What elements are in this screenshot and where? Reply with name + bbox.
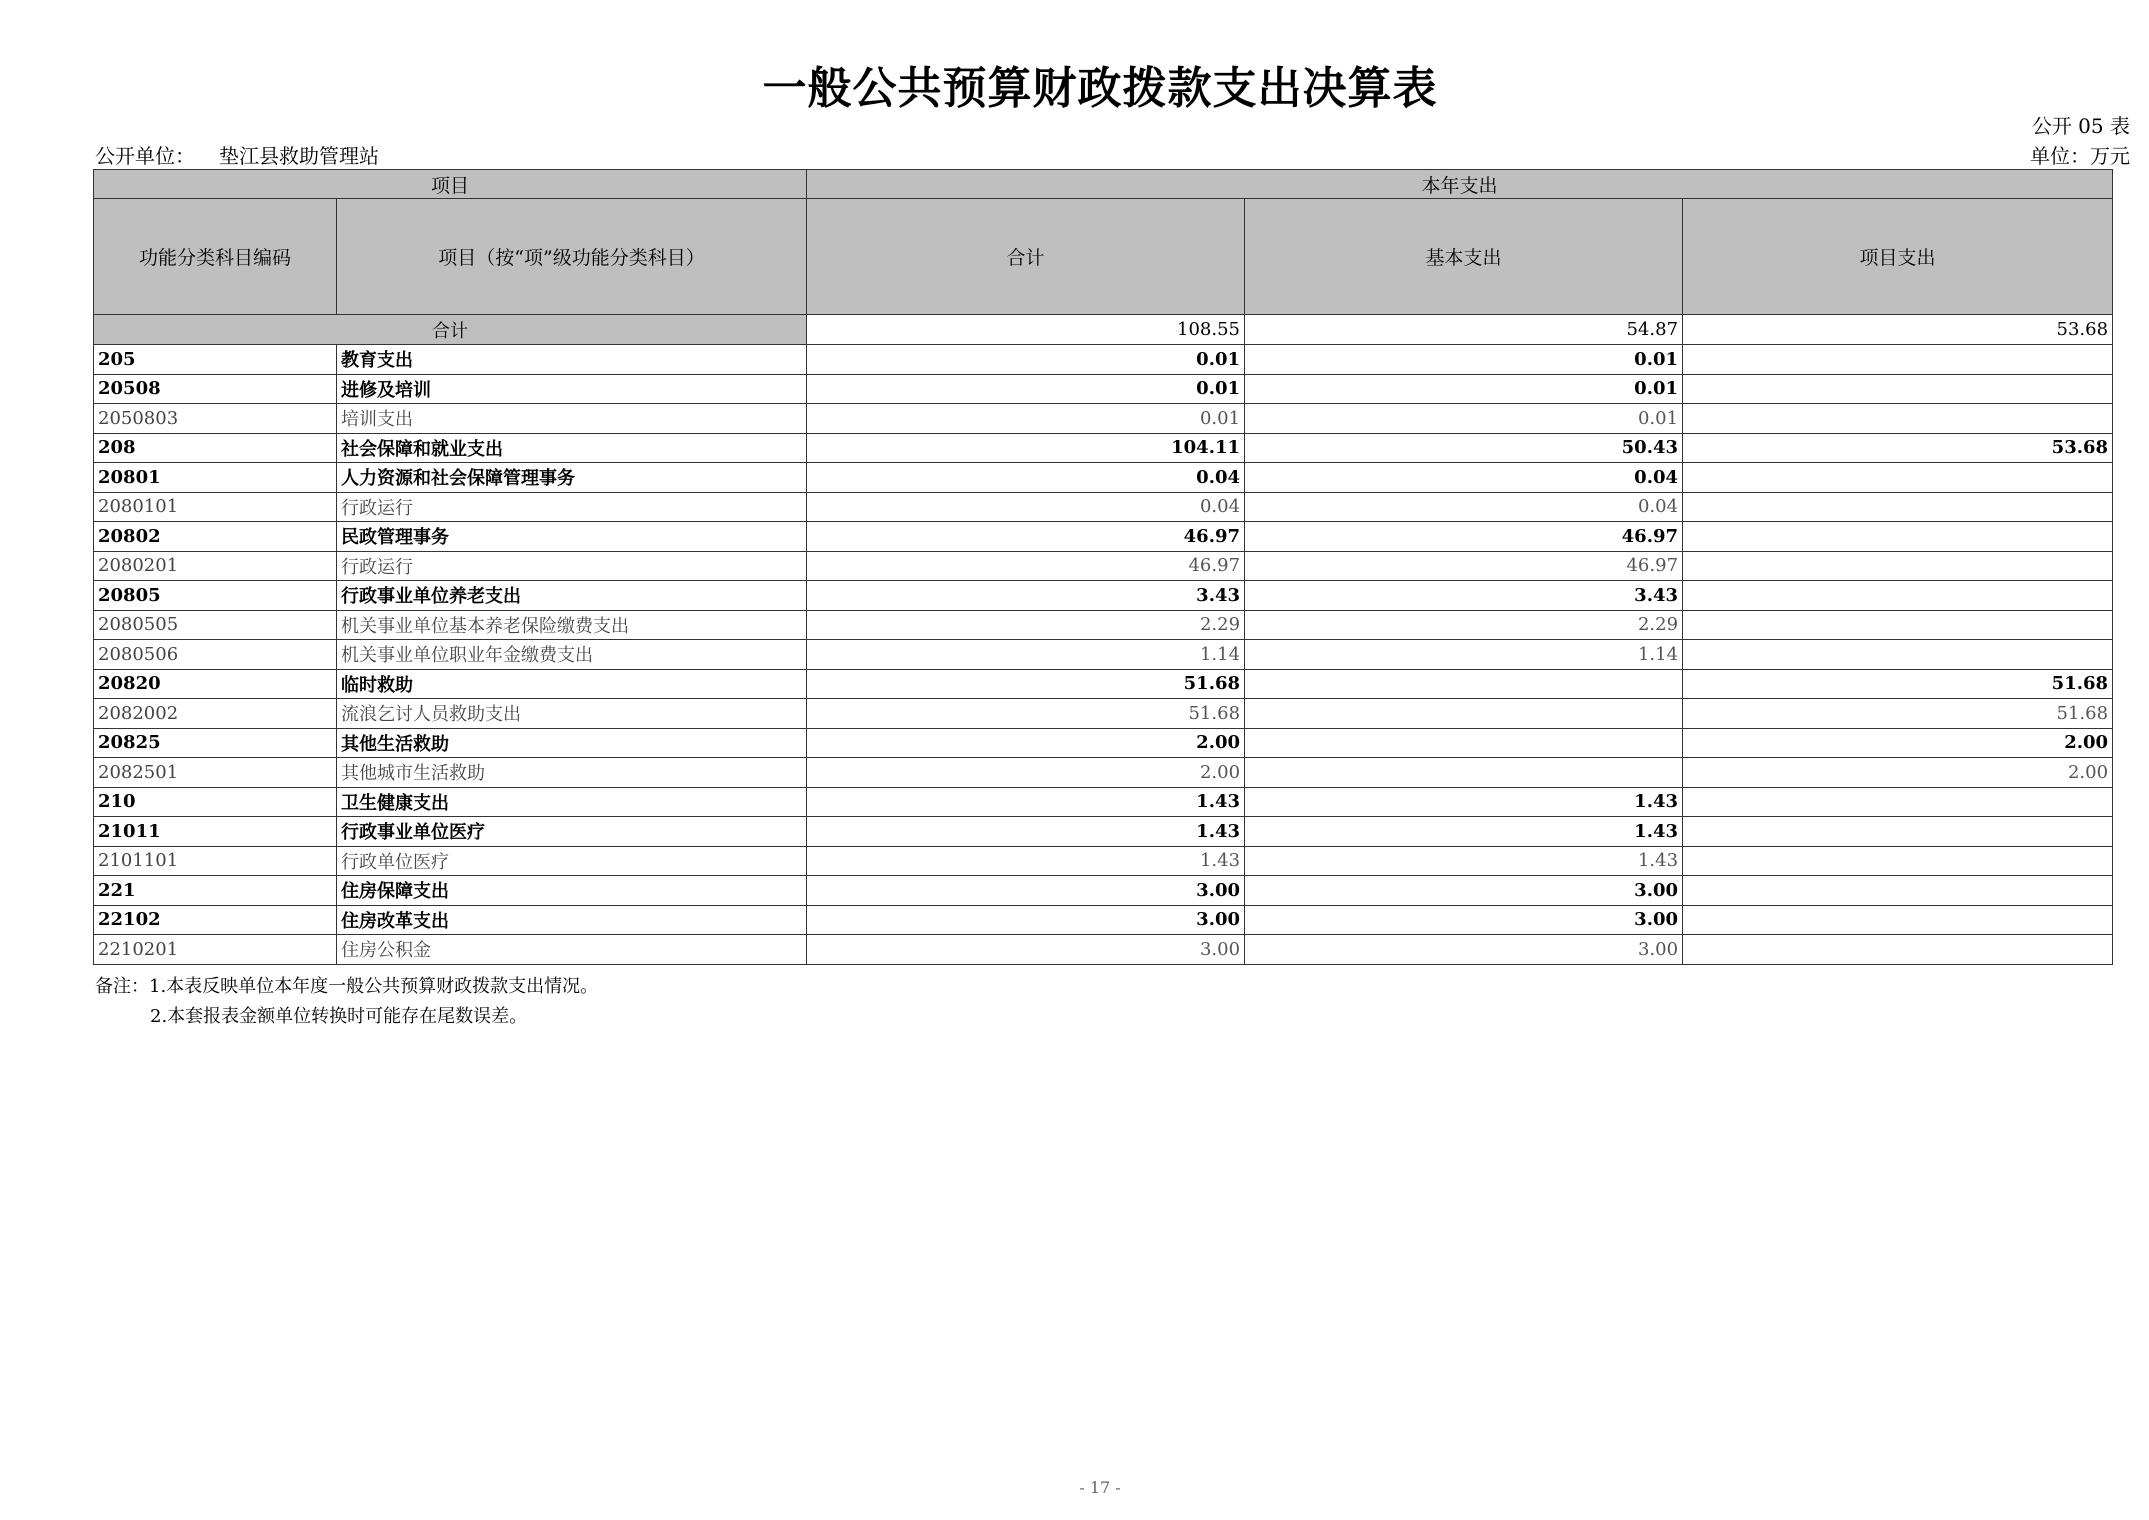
row-basic: 3.00 <box>1245 905 1683 935</box>
table-row <box>94 846 2113 876</box>
row-project <box>1683 345 2113 375</box>
row-code: 20508 <box>94 374 337 404</box>
row-name: 住房改革支出 <box>337 905 807 935</box>
row-code: 205 <box>94 345 337 375</box>
table-row <box>94 728 2113 758</box>
row-basic: 3.00 <box>1245 876 1683 906</box>
row-code: 20801 <box>94 463 337 493</box>
row-name: 机关事业单位职业年金缴费支出 <box>337 640 807 670</box>
table-row <box>94 758 2113 788</box>
row-name: 行政事业单位医疗 <box>337 817 807 847</box>
table-row <box>94 669 2113 699</box>
table-row <box>94 433 2113 463</box>
total-basic: 54.87 <box>1245 315 1683 345</box>
row-basic: 1.14 <box>1245 640 1683 670</box>
row-total: 46.97 <box>807 522 1245 552</box>
row-project <box>1683 522 2113 552</box>
row-project <box>1683 374 2113 404</box>
row-total: 51.68 <box>807 669 1245 699</box>
row-total: 3.43 <box>807 581 1245 611</box>
total-label: 合计 <box>94 315 807 345</box>
row-total: 2.29 <box>807 610 1245 640</box>
row-basic: 1.43 <box>1245 817 1683 847</box>
row-total: 46.97 <box>807 551 1245 581</box>
row-name: 机关事业单位基本养老保险缴费支出 <box>337 610 807 640</box>
row-total: 3.00 <box>807 935 1245 965</box>
row-code: 208 <box>94 433 337 463</box>
row-project: 51.68 <box>1683 699 2113 729</box>
row-project: 2.00 <box>1683 728 2113 758</box>
header-code: 功能分类科目编码 <box>94 199 337 315</box>
row-name: 社会保障和就业支出 <box>337 433 807 463</box>
row-basic: 50.43 <box>1245 433 1683 463</box>
row-total: 1.14 <box>807 640 1245 670</box>
notes <box>95 972 598 1032</box>
row-project <box>1683 463 2113 493</box>
row-total: 1.43 <box>807 787 1245 817</box>
note-1: 备注：1.本表反映单位本年度一般公共预算财政拨款支出情况。 <box>95 976 599 997</box>
table-row <box>94 492 2113 522</box>
header-project: 项目 <box>94 170 807 199</box>
row-code: 2082002 <box>94 699 337 729</box>
note-2: 2.本套报表金额单位转换时可能存在尾数误差。 <box>150 1006 528 1027</box>
row-basic: 3.43 <box>1245 581 1683 611</box>
row-name: 其他城市生活救助 <box>337 758 807 788</box>
header-name: 项目（按“项”级功能分类科目） <box>337 199 807 315</box>
table-row <box>94 581 2113 611</box>
row-code: 20825 <box>94 728 337 758</box>
table-row <box>94 610 2113 640</box>
row-project: 51.68 <box>1683 669 2113 699</box>
row-total: 0.04 <box>807 492 1245 522</box>
table-row <box>94 345 2113 375</box>
header-project-expense: 项目支出 <box>1683 199 2113 315</box>
row-total: 2.00 <box>807 728 1245 758</box>
table-row <box>94 551 2113 581</box>
row-name: 民政管理事务 <box>337 522 807 552</box>
row-name: 行政单位医疗 <box>337 846 807 876</box>
row-basic <box>1245 728 1683 758</box>
total-row <box>94 315 2113 345</box>
row-basic: 46.97 <box>1245 551 1683 581</box>
table-row <box>94 404 2113 434</box>
table-row <box>94 374 2113 404</box>
row-basic: 1.43 <box>1245 846 1683 876</box>
row-project <box>1683 846 2113 876</box>
row-project: 2.00 <box>1683 758 2113 788</box>
row-code: 20820 <box>94 669 337 699</box>
header-current-year: 本年支出 <box>807 170 2113 199</box>
row-code: 2101101 <box>94 846 337 876</box>
row-code: 2080201 <box>94 551 337 581</box>
row-code: 2080505 <box>94 610 337 640</box>
row-name: 人力资源和社会保障管理事务 <box>337 463 807 493</box>
row-code: 2082501 <box>94 758 337 788</box>
row-name: 流浪乞讨人员救助支出 <box>337 699 807 729</box>
row-total: 0.04 <box>807 463 1245 493</box>
table-row <box>94 522 2113 552</box>
row-code: 210 <box>94 787 337 817</box>
row-code: 2210201 <box>94 935 337 965</box>
row-name: 行政事业单位养老支出 <box>337 581 807 611</box>
row-project: 53.68 <box>1683 433 2113 463</box>
total-project: 53.68 <box>1683 315 2113 345</box>
row-total: 0.01 <box>807 345 1245 375</box>
page-title: 一般公共预算财政拨款支出决算表 <box>762 63 1438 114</box>
row-basic <box>1245 758 1683 788</box>
row-project <box>1683 876 2113 906</box>
header-basic: 基本支出 <box>1245 199 1683 315</box>
row-name: 临时救助 <box>337 669 807 699</box>
row-code: 22102 <box>94 905 337 935</box>
row-basic: 0.04 <box>1245 492 1683 522</box>
expenditure-table <box>93 169 2113 965</box>
row-project <box>1683 581 2113 611</box>
table-row <box>94 787 2113 817</box>
row-project <box>1683 492 2113 522</box>
row-code: 20802 <box>94 522 337 552</box>
row-code: 2080506 <box>94 640 337 670</box>
row-code: 21011 <box>94 817 337 847</box>
row-basic <box>1245 669 1683 699</box>
row-basic: 3.00 <box>1245 935 1683 965</box>
table-row <box>94 640 2113 670</box>
org-line <box>95 140 379 169</box>
unit-label: 单位：万元 <box>2030 144 2130 168</box>
row-total: 3.00 <box>807 905 1245 935</box>
row-name: 住房保障支出 <box>337 876 807 906</box>
row-total: 1.43 <box>807 846 1245 876</box>
row-name: 培训支出 <box>337 404 807 434</box>
row-total: 51.68 <box>807 699 1245 729</box>
row-name: 进修及培训 <box>337 374 807 404</box>
row-total: 1.43 <box>807 817 1245 847</box>
row-project <box>1683 551 2113 581</box>
row-basic: 2.29 <box>1245 610 1683 640</box>
org-label: 公开单位： <box>95 144 195 168</box>
row-name: 住房公积金 <box>337 935 807 965</box>
row-basic: 1.43 <box>1245 787 1683 817</box>
row-project <box>1683 787 2113 817</box>
row-project <box>1683 935 2113 965</box>
table-row <box>94 699 2113 729</box>
row-name: 其他生活救助 <box>337 728 807 758</box>
row-total: 0.01 <box>807 404 1245 434</box>
row-basic: 0.04 <box>1245 463 1683 493</box>
row-name: 行政运行 <box>337 551 807 581</box>
table-row <box>94 463 2113 493</box>
table-row <box>94 935 2113 965</box>
row-name: 教育支出 <box>337 345 807 375</box>
row-basic: 0.01 <box>1245 404 1683 434</box>
row-total: 0.01 <box>807 374 1245 404</box>
row-name: 行政运行 <box>337 492 807 522</box>
total-total: 108.55 <box>807 315 1245 345</box>
row-project <box>1683 404 2113 434</box>
row-basic: 0.01 <box>1245 374 1683 404</box>
row-code: 2050803 <box>94 404 337 434</box>
form-number: 公开 05 表 <box>2031 114 2130 138</box>
row-total: 3.00 <box>807 876 1245 906</box>
row-project <box>1683 610 2113 640</box>
row-project <box>1683 905 2113 935</box>
org-name: 垫江县救助管理站 <box>219 144 379 168</box>
table-row <box>94 905 2113 935</box>
header-total: 合计 <box>807 199 1245 315</box>
row-basic: 46.97 <box>1245 522 1683 552</box>
row-total: 2.00 <box>807 758 1245 788</box>
row-code: 2080101 <box>94 492 337 522</box>
row-code: 20805 <box>94 581 337 611</box>
table-row <box>94 876 2113 906</box>
row-name: 卫生健康支出 <box>337 787 807 817</box>
table-row <box>94 817 2113 847</box>
row-total: 104.11 <box>807 433 1245 463</box>
row-code: 221 <box>94 876 337 906</box>
row-basic: 0.01 <box>1245 345 1683 375</box>
page-number: - 17 - <box>1079 1478 1121 1497</box>
row-basic <box>1245 699 1683 729</box>
row-project <box>1683 817 2113 847</box>
row-project <box>1683 640 2113 670</box>
